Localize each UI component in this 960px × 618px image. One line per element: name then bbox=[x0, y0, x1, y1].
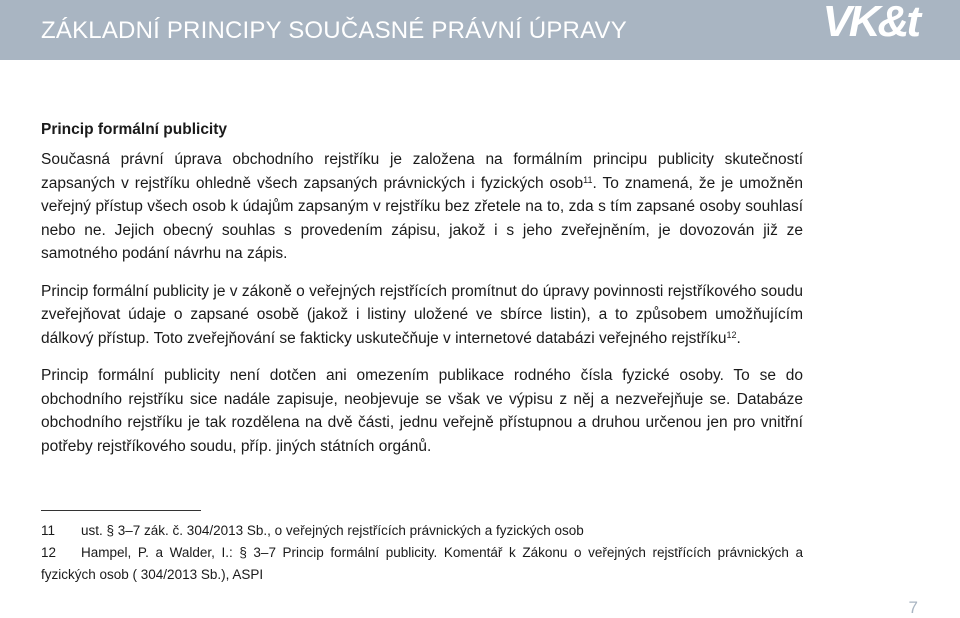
paragraph-1-text: Současná právní úprava obchodního rejstříku je založena na formálním principu publicity skutečností zapsaných v rejstříku ohledně všech zapsaných právnických i fyzických osob bbox=[41, 151, 803, 192]
footnote-number: 11 bbox=[41, 523, 56, 538]
footnotes bbox=[41, 520, 803, 586]
footnote-text: Hampel, P. a Walder, I.: § 3–7 Princip formální publicity. Komentář k Zákonu o veřejných rejstřících právnických a fyzických osob ( 304/2013 Sb.), ASPI bbox=[41, 545, 803, 582]
footnote-number: 12 bbox=[41, 545, 57, 560]
paragraph-1-text-cont: . To znamená, že je umožněn veřejný přístup všech osob k údajům zapsaným v rejstříku bez zřetele na to, zda s tím zapsané osoby souhlasí nebo ne. Jejich obecný souhlas s provedením zápisu, jakož i s jeho zveřejněním, je dovozován již ze samotného podání návrhu na zápis. bbox=[41, 174, 803, 262]
header-title: ZÁKLADNÍ PRINCIPY SOUČASNÉ PRÁVNÍ ÚPRAVY bbox=[41, 17, 627, 44]
footnote-ref-12[interactable]: 12 bbox=[726, 329, 737, 340]
footnote-ref-11[interactable]: 11 bbox=[583, 174, 593, 185]
page-header bbox=[0, 0, 960, 60]
footnote-item bbox=[41, 520, 803, 542]
main-content bbox=[41, 118, 803, 472]
paragraph-3-text: Princip formální publicity není dotčen ani omezením publikace rodného čísla fyzické osoby. To se do obchodního rejstříku sice nadále zapisuje, neobjevuje se však ve výpisu z něj a nezveřejňuje se. Databáze obchodního rejstříku je tak rozdělena na dvě části, jednu veřejně přístupnou a druhou určenou jen pro vnitřní potřeby rejstříkového soudu, příp. jiných státních orgánů. bbox=[41, 367, 803, 455]
footnote-item bbox=[41, 542, 803, 586]
section-title: Princip formální publicity bbox=[41, 121, 228, 138]
paragraph-1 bbox=[41, 148, 803, 266]
paragraph-2-text: Princip formální publicity je v zákoně o veřejných rejstřících promítnut do úpravy povinnosti rejstříkového soudu zveřejňovat údaje o zapsané osobě (jakož i listiny uložené ve sbírce listin), a to způsobem umožňujícím dálkový přístup. Toto zveřejňování se fakticky uskutečňuje v internetové databázi veřejného rejstříku bbox=[41, 282, 803, 347]
vkt-logo: VK&t bbox=[822, 0, 918, 46]
paragraph-2 bbox=[41, 280, 803, 351]
paragraph-3 bbox=[41, 364, 803, 458]
footnote-divider bbox=[41, 510, 201, 511]
paragraph-2-text-cont: . bbox=[736, 329, 741, 347]
page-number: 7 bbox=[908, 598, 918, 617]
footnote-text: ust. § 3–7 zák. č. 304/2013 Sb., o veřejných rejstřících právnických a fyzických osob bbox=[81, 523, 584, 538]
